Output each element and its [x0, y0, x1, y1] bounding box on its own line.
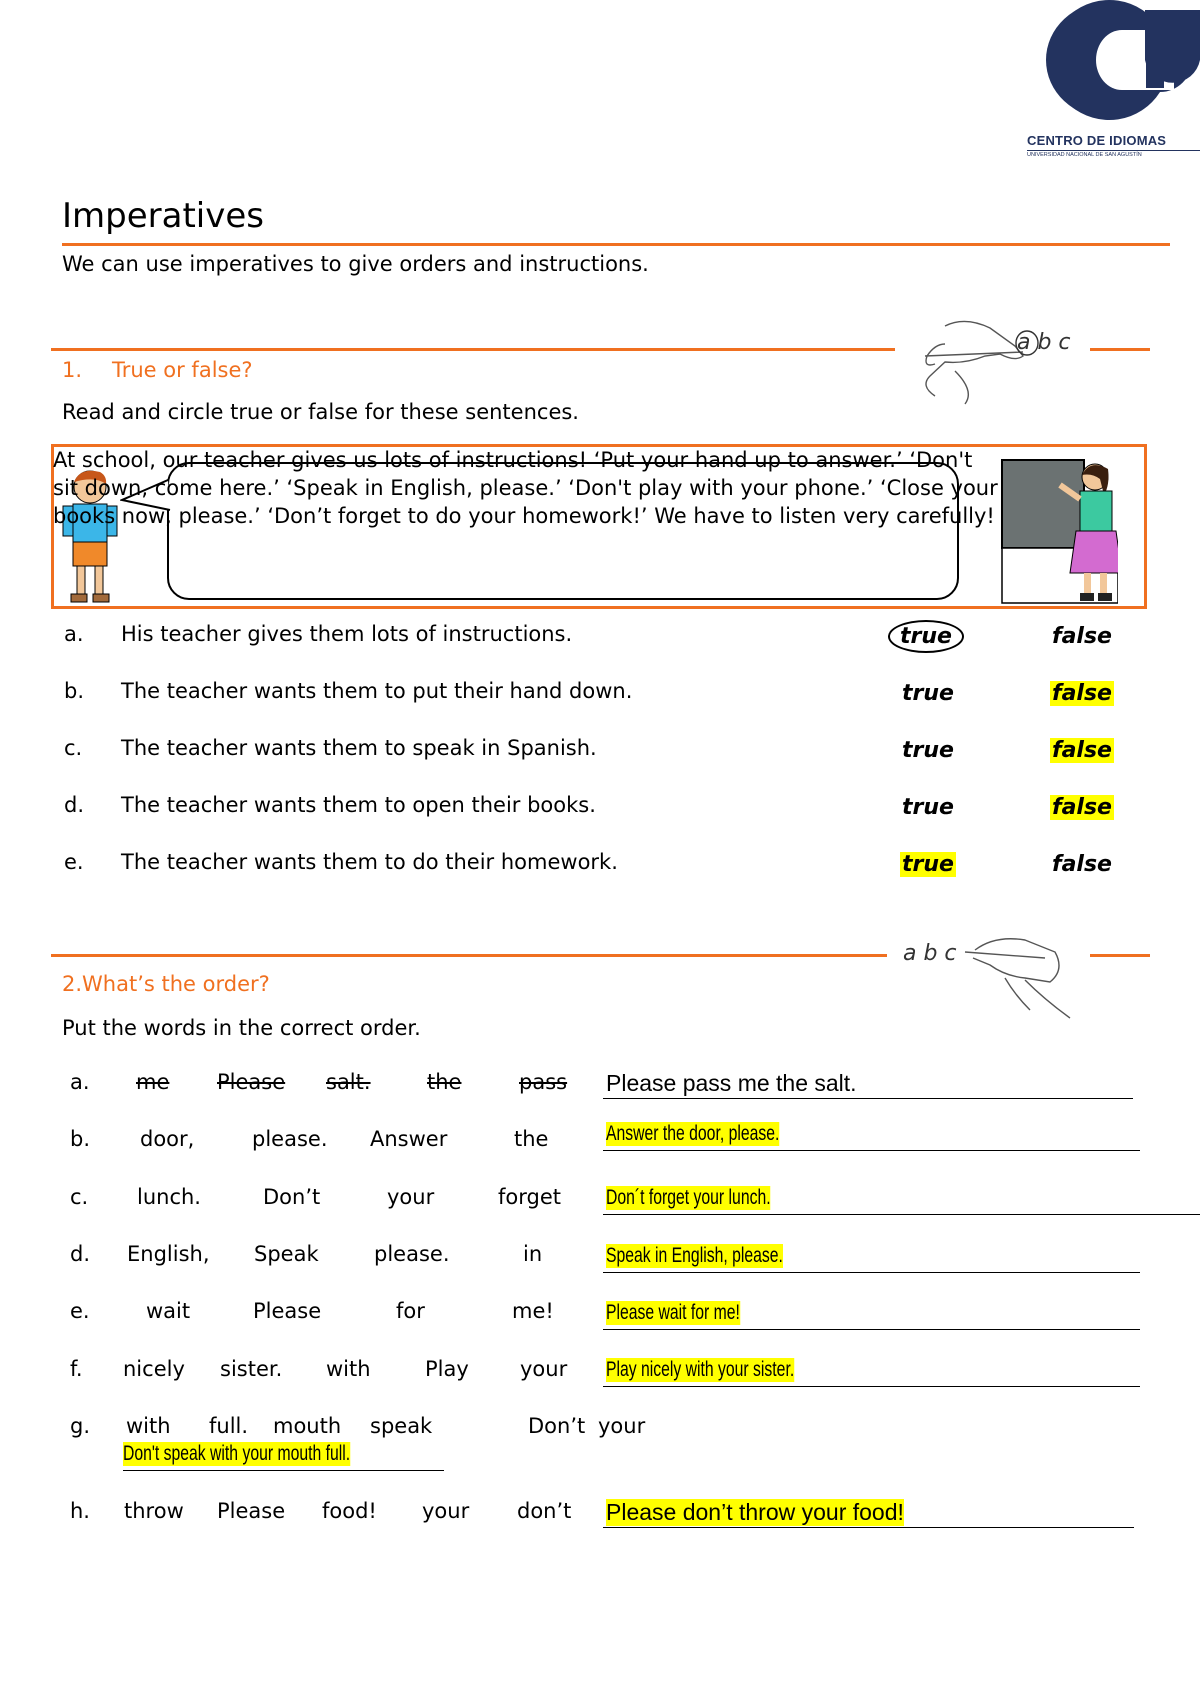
scrambled-word: full.: [209, 1414, 249, 1438]
answer-line[interactable]: [603, 1272, 1140, 1273]
writing-hand-icon: [895, 930, 1080, 1022]
section1-instruction: Read and circle true or false for these sentences.: [62, 400, 579, 424]
question-text: The teacher wants them to open their books.: [121, 793, 596, 817]
answer-line[interactable]: [603, 1214, 1200, 1215]
abc-label: a b c: [903, 941, 957, 966]
page-title: Imperatives: [62, 196, 264, 236]
question-text: The teacher wants them to put their hand down.: [121, 679, 633, 703]
scrambled-word: me!: [512, 1299, 554, 1323]
section2-heading: 2.What’s the order?: [62, 972, 270, 996]
scrambled-word: throw: [124, 1499, 184, 1523]
section1-rule-left: [51, 348, 895, 351]
scrambled-word: nicely: [123, 1357, 185, 1381]
answer-text[interactable]: Don't speak with your mouth full.: [123, 1442, 351, 1465]
scrambled-word: me: [136, 1070, 170, 1094]
scrambled-word: please.: [374, 1242, 450, 1266]
answer-line[interactable]: [603, 1098, 1133, 1099]
answer-text[interactable]: Answer the door, please.: [606, 1122, 780, 1145]
true-option[interactable]: true: [888, 620, 964, 653]
scrambled-word: the: [427, 1070, 462, 1094]
answer-text[interactable]: Play nicely with your sister.: [606, 1358, 795, 1381]
scrambled-word: food!: [322, 1499, 377, 1523]
section2-rule-left: [51, 954, 887, 957]
scrambled-word: your: [520, 1357, 568, 1381]
title-rule: [62, 243, 1170, 246]
answer-text[interactable]: Please pass me the salt.: [606, 1070, 857, 1096]
section1-title: True or false?: [112, 358, 253, 382]
scrambled-word: with: [126, 1414, 171, 1438]
scrambled-word: Play: [425, 1357, 469, 1381]
false-option[interactable]: false: [1052, 795, 1112, 820]
scrambled-word: Don’t: [263, 1185, 321, 1209]
scrambled-word: Please: [217, 1070, 286, 1094]
scrambled-word: your: [598, 1414, 646, 1438]
item-letter: a.: [70, 1070, 90, 1094]
question-letter: d.: [64, 793, 85, 817]
scrambled-word: lunch.: [137, 1185, 201, 1209]
answer-text[interactable]: Please don’t throw your food!: [606, 1499, 904, 1525]
answer-line[interactable]: [123, 1470, 444, 1471]
writing-hand-icon: [905, 316, 1090, 408]
story-line: sit down, come here.’ ‘Speak in English, please.’ ‘Don't play with your phone.’ ‘Close your: [53, 476, 998, 500]
scrambled-word: Speak: [254, 1242, 319, 1266]
scrambled-word: Please: [217, 1499, 286, 1523]
scrambled-word: wait: [146, 1299, 191, 1323]
section2-instruction: Put the words in the correct order.: [62, 1016, 421, 1040]
false-option[interactable]: false: [1052, 624, 1112, 649]
section2-rule-right: [1090, 954, 1150, 957]
item-letter: h.: [70, 1499, 90, 1523]
scrambled-word: Answer: [370, 1127, 448, 1151]
item-letter: b.: [70, 1127, 91, 1151]
false-option[interactable]: false: [1052, 852, 1112, 877]
section1-rule-right: [1090, 348, 1150, 351]
scrambled-word: don’t: [517, 1499, 572, 1523]
question-letter: a.: [64, 622, 84, 646]
scrambled-word: Please: [253, 1299, 322, 1323]
answer-line[interactable]: [603, 1329, 1140, 1330]
scrambled-word: in: [523, 1242, 543, 1266]
scrambled-word: for: [396, 1299, 425, 1323]
answer-line[interactable]: [603, 1150, 1140, 1151]
story-line: At school, our teacher gives us lots of instructions! ‘Put your hand up to answer.’ ‘Don't: [53, 448, 973, 472]
scrambled-word: the: [514, 1127, 549, 1151]
scrambled-word: please.: [252, 1127, 328, 1151]
section1-heading: [62, 358, 253, 382]
scrambled-word: mouth: [273, 1414, 342, 1438]
scrambled-word: forget: [498, 1185, 561, 1209]
answer-text[interactable]: Don´t forget your lunch.: [606, 1186, 771, 1209]
question-letter: e.: [64, 850, 84, 874]
scrambled-word: your: [422, 1499, 470, 1523]
scrambled-word: door,: [140, 1127, 195, 1151]
answer-line[interactable]: [603, 1386, 1140, 1387]
abc-label: a b c: [1017, 330, 1071, 355]
scrambled-word: salt.: [326, 1070, 371, 1094]
scrambled-word: your: [387, 1185, 435, 1209]
item-letter: d.: [70, 1242, 91, 1266]
story-line: books now, please.’ ‘Don’t forget to do your homework!’ We have to listen very carefully!: [53, 504, 995, 528]
answer-text[interactable]: Please wait for me!: [606, 1301, 740, 1324]
item-letter: e.: [70, 1299, 90, 1323]
scrambled-word: English,: [127, 1242, 210, 1266]
scrambled-word: Don’t: [528, 1414, 586, 1438]
intro-text: We can use imperatives to give orders and instructions.: [62, 252, 649, 276]
question-text: The teacher wants them to speak in Spanish.: [121, 736, 597, 760]
story-text: [53, 446, 1153, 530]
true-option[interactable]: true: [902, 681, 954, 706]
true-option[interactable]: true: [902, 738, 954, 763]
true-option[interactable]: true: [902, 795, 954, 820]
answer-text[interactable]: Speak in English, please.: [606, 1244, 783, 1267]
false-option[interactable]: false: [1052, 738, 1112, 763]
section1-number: 1.: [62, 358, 83, 382]
question-letter: b.: [64, 679, 85, 703]
logo-subtext: UNIVERSIDAD NACIONAL DE SAN AGUSTÍN: [1027, 150, 1200, 158]
item-letter: g.: [70, 1414, 91, 1438]
false-option[interactable]: false: [1052, 681, 1112, 706]
item-letter: f.: [70, 1357, 83, 1381]
logo-text: CENTRO DE IDIOMAS: [1027, 133, 1167, 148]
question-letter: c.: [64, 736, 83, 760]
scrambled-word: pass: [519, 1070, 568, 1094]
scrambled-word: with: [326, 1357, 371, 1381]
question-text: His teacher gives them lots of instructions.: [121, 622, 573, 646]
answer-line[interactable]: [603, 1527, 1134, 1528]
true-option[interactable]: true: [902, 852, 954, 877]
item-letter: c.: [70, 1185, 89, 1209]
question-text: The teacher wants them to do their homework.: [121, 850, 618, 874]
scrambled-word: sister.: [220, 1357, 283, 1381]
scrambled-word: speak: [370, 1414, 433, 1438]
